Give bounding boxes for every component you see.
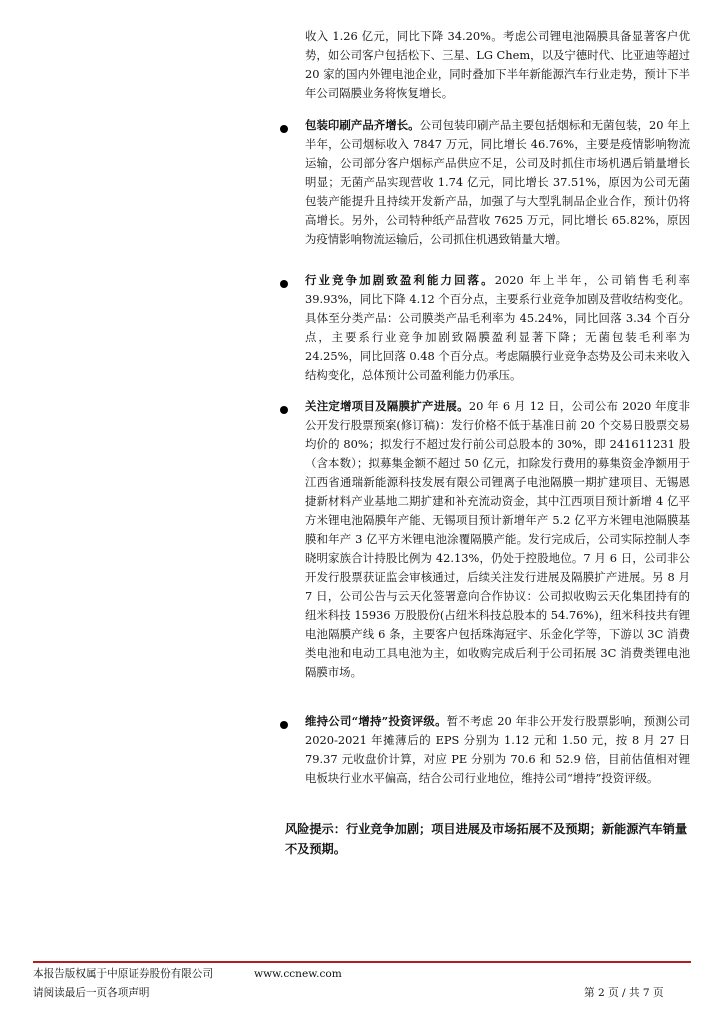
bullet-icon	[280, 406, 288, 414]
bullet-icon	[280, 125, 288, 133]
risk-text: 行业竞争加剧；项目进展及市场拓展不及预期；新能源汽车销量不及预期。	[285, 822, 688, 856]
section-body: 2020 年上半年，公司销售毛利率 39.93%，同比下降 4.12 个百分点，主要系行业竞争加剧及营收结构变化。具体至分类产品：公司膜类产品毛利率为 45.24%，同比回落 3.34 个百分点，主要系行业竞争加剧致隔膜盈利显著下降；无菌包装毛利率为 24.25%，同比回落 0.48 个百分点。考虑隔膜行业竞争态势及公司未来收入结构变化，总体预计公司盈利能力仍承压。	[305, 273, 690, 382]
footer-divider	[33, 961, 691, 963]
continuation-paragraph	[305, 27, 690, 103]
section-body: 公司包装印刷产品主要包括烟标和无菌包装，20 年上半年，公司烟标收入 7847 万元，同比增长 46.76%，主要是疫情影响物流运输，公司部分客户烟标产品供应不足，公司及时抓住市场机遇后销量增长明显；无菌产品实现营收 1.74 亿元，同比增长 37.51%，原因为公司无菌包装产能提升且持续开发新产品，加强了与大型乳制品企业合作，预计仍将高增长。另外，公司特种纸产品营收 7625 万元，同比增长 65.82%，原因为疫情影响物流运输后，公司抓住机遇致销量大增。	[305, 118, 690, 246]
risk-label: 风险提示：	[285, 822, 346, 836]
section-body: 暂不考虑 20 年非公开发行股票影响，预测公司 2020-2021 年摊薄后的 EPS 分别为 1.12 元和 1.50 元，按 8 月 27 日 79.37 元收盘价计算，对应 PE 分别为 70.6 和 52.9 倍，目前估值相对锂电板块行业水平偏高，结合公司行业地位，维持公司“增持”投资评级。	[305, 714, 690, 785]
footer-copyright: 本报告版权属于中原证券股份有限公司	[33, 968, 214, 980]
section-heading: 关注定增项目及隔膜扩产进展。	[305, 399, 469, 413]
risk-warning	[285, 819, 690, 859]
page-number: 第 2 页 / 共 7 页	[584, 987, 664, 999]
section-private-placement	[305, 397, 690, 682]
section-heading: 行业竞争加剧致盈利能力回落。	[305, 273, 495, 287]
section-packaging	[305, 116, 690, 249]
section-heading: 维持公司“增持”投资评级。	[305, 714, 447, 728]
continuation-text: 收入 1.26 亿元，同比下降 34.20%。考虑公司锂电池隔膜具备显著客户优势，如公司客户包括松下、三星、LG Chem，以及宁德时代、比亚迪等超过 20 家的国内外锂电池企业，同时叠加下半年新能源汽车行业走势，预计下半年公司隔膜业务将恢复增长。	[305, 29, 690, 100]
footer-website[interactable]: www.ccnew.com	[254, 968, 342, 980]
bullet-icon	[280, 280, 288, 288]
section-rating	[305, 712, 690, 788]
footer-disclaimer: 请阅读最后一页各项声明	[33, 987, 150, 999]
section-heading: 包装印刷产品齐增长。	[305, 118, 420, 132]
bullet-icon	[280, 721, 288, 729]
section-competition	[305, 271, 690, 385]
section-body: 20 年 6 月 12 日，公司公布 2020 年度非公开发行股票预案(修订稿)：发行价格不低于基准日前 20 个交易日股票交易均价的 80%；拟发行不超过发行前公司总股本的 30%，即 241611231 股（含本数）；拟募集金额不超过 50 亿元，扣除发行费用的募集资金净额用于江西省通瑞新能源科技发展有限公司锂离子电池隔膜一期扩建项目、无锡恩捷新材料产业基地二期扩建和补充流动资金，其中江西项目预计新增 4 亿平方米锂电池隔膜年产能、无锡项目预计新增年产 5.2 亿平方米锂电池隔膜基膜和年产 3 亿平方米锂电池涂覆隔膜产能。发行完成后，公司实际控制人李晓明家族合计持股比例为 42.13%，仍处于控股地位。7 月 6 日，公司非公开发行股票获证监会审核通过，后续关注发行进展及隔膜扩产进展。另 8 月 7 日，公司公告与云天化签署意向合作协议：公司拟收购云天化集团持有的纽米科技 15936 万股股份(占纽米科技总股本的 54.76%)，纽米科技共有锂电池隔膜产线 6 条，主要客户包括珠海冠宇、乐金化学等，下游以 3C 消费类电池和电动工具电池为主，如收购完成后利于公司拓展 3C 消费类锂电池隔膜市场。	[305, 399, 690, 679]
